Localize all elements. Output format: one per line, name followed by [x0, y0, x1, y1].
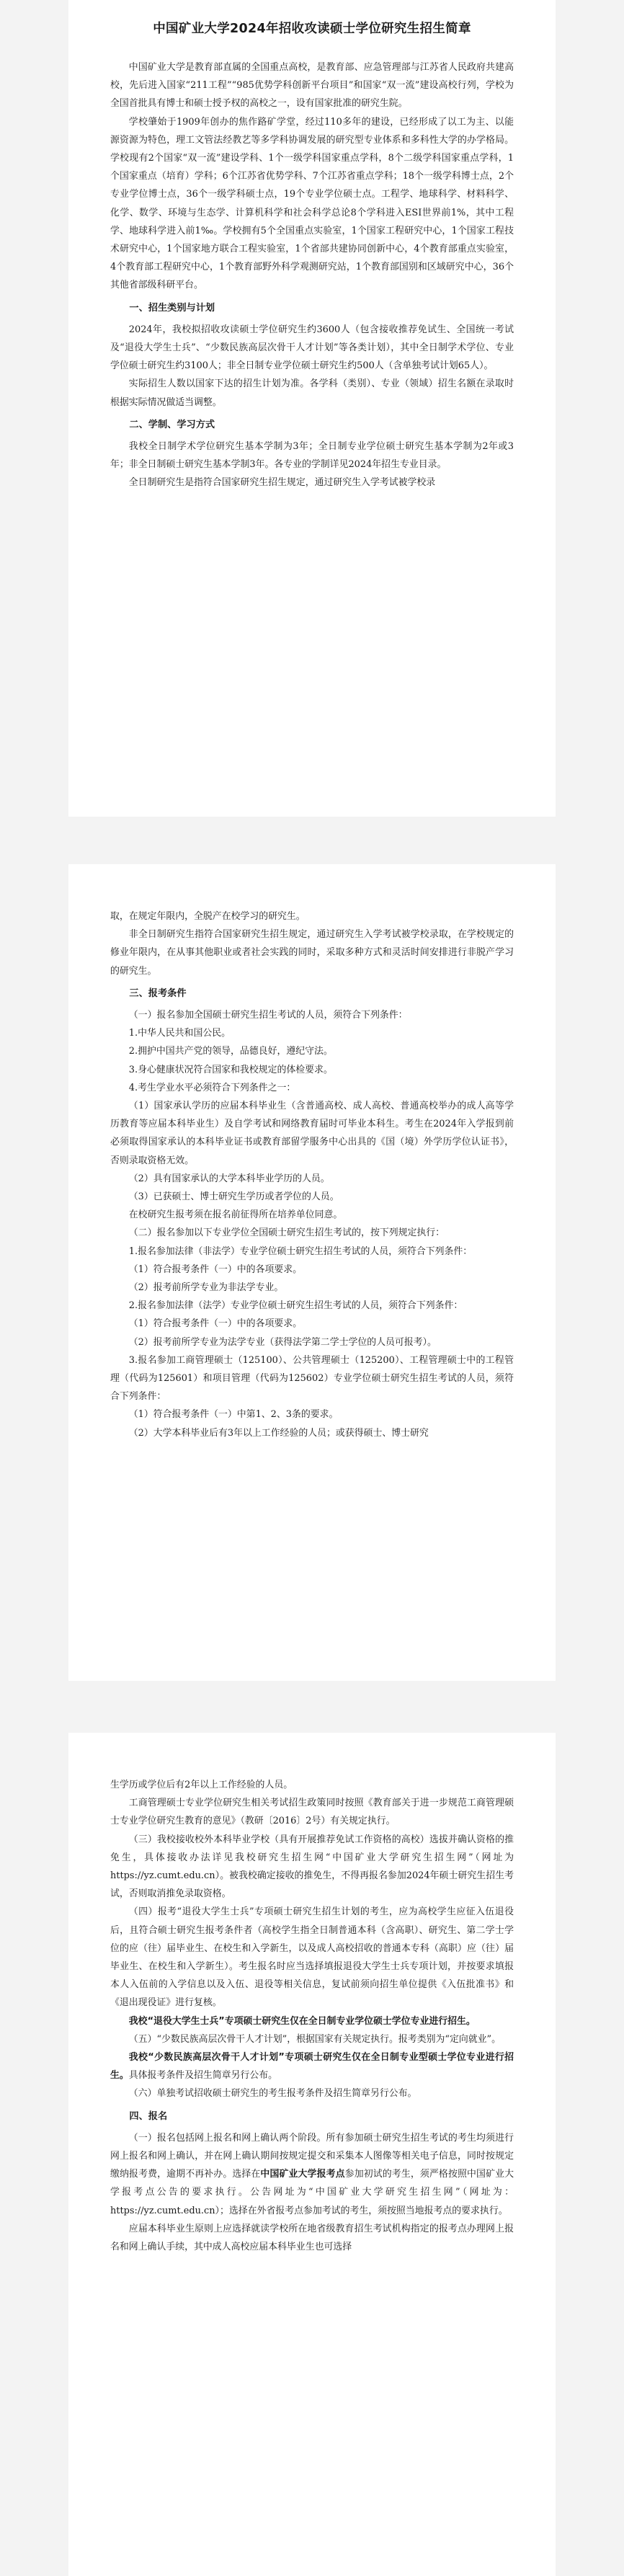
condition-2-2: 2.报名参加法律（法学）专业学位硕士研究生招生考试的人员，须符合下列条件： — [128, 1300, 463, 1312]
condition-5: （五）“少数民族高层次骨干人才计划”，根据国家有关规定执行。报考类别为“定向就业”。 — [128, 2033, 501, 2045]
condition-2-2-1: （1）符合报考条件（一）中的各项要求。 — [128, 1318, 303, 1330]
condition-2-1: 1.报名参加法律（非法学）专业学位硕士研究生招生考试的人员，须符合下列条件： — [128, 1245, 473, 1257]
section-3-heading: 三、报考条件 — [129, 987, 187, 999]
condition-1-4-2: （2）具有国家承认的大学本科毕业学历的人员。 — [128, 1173, 330, 1184]
condition-1-1: 1.中华人民共和国公民。 — [128, 1028, 231, 1039]
intro-paragraph-1: 中国矿业大学是教育部直属的全国重点高校，是教育部、应急管理部与江苏省人民政府共建高校，先后进入国家“211工程”“985优势学科创新平台项目”和国家“双一流”建设高校行列，学校为全国首批具有博士和硕士授予权的高校之一，设有国家批准的研究生院。 — [110, 62, 514, 110]
registration-text-pre: （一）报名包括网上报名和网上确认两个阶段。所有参加硕士研究生招生考试的考生均须进行网上报名和网上确认，并在网上确认期间按规定提交和采集本人图像等相关电子信息，同时按规定缴纳报考费，逾期不再补办。选择在 — [110, 2132, 514, 2180]
condition-2-3-1: （1）符合报考条件（一）中第1、2、3条的要求。 — [128, 1409, 339, 1421]
condition-2-1-1: （1）符合报考条件（一）中的各项要求。 — [128, 1263, 303, 1275]
condition-3: （三）我校接收校外本科毕业学校（具有开展推荐免试工作资格的高校）选拔并确认资格的推免生，具体接收办法详见我校研究生招生网“中国矿业大学研究生招生网”（网址为https://yz.cumt.edu.cn）。被我校确定接收的推免生，不得再报名参加2024年硕士研究生招生考试，否则取消推免录取资格。 — [110, 1834, 514, 1900]
condition-1-4-1: （1）国家承认学历的应届本科毕业生（含普通高校、成人高校、普通高校举办的成人高等学历教育等应届本科毕业生）及自学考试和网络教育届时可毕业本科生。考生在2024年入学报到前必须取得国家承认的本科毕业证书或教育部留学服务中心出具的《国（境）外学历学位认证书》，否则录取资格无效。 — [110, 1101, 514, 1166]
condition-5-emphasis: 我校“少数民族高层次骨干人才计划”专项硕士研究生仅在全日制专业型硕士学位专业进行招生。 — [110, 2052, 514, 2082]
condition-1: （一）报名参加全国硕士研究生招生考试的人员，须符合下列条件： — [128, 1010, 408, 1021]
condition-6: （六）单独考试招收硕士研究生的考生报考条件及招生简章另行公布。 — [128, 2088, 417, 2100]
intro-paragraph-2: 学校肇始于1909年创办的焦作路矿学堂，经过110多年的建设，已经形成了以工为主、以能源资源为特色，理工文管法经教艺等多学科协调发展的研究型专业体系和多科性大学的办学格局。学校现有2个国家“双一流”建设学科、1个一级学科国家重点学科，8个二级学科国家重点学科，1个国家重点（培育）学科；6个江苏省优势学科、7个江苏省重点学科；18个一级学科博士点，2个专业学位博士点，36个一级学科硕士点，19个专业学位硕士点。工程学、地球科学、材料科学、化学、数学、环境与生态学、计算机科学和社会科学总论8个学科进入ESI世界前1%，其中工程学、地球科学进入前1‰。学校拥有5个全国重点实验室，1个国家工程研究中心，1个国家工程技术研究中心，1个国家地方联合工程实验室，1个省部共建协同创新中心，4个教育部重点实验室，4个教育部工程研究中心，1个教育部野外科学观测研究站，1个教育部国别和区域研究中心，36个其他省部级科研平台。 — [110, 116, 514, 291]
section-1-paragraph-2: 实际招生人数以国家下达的招生计划为准。各学科（类别）、专业（领域）招生名额在录取时根据实际情况做适当调整。 — [110, 378, 514, 408]
condition-1-3: 3.身心健康状况符合国家和我校规定的体检要求。 — [128, 1064, 333, 1075]
document-title: 中国矿业大学2024年招收攻读硕士学位研究生招生简章 — [153, 22, 471, 36]
condition-2-1-2: （2）报考前所学专业为非法学专业。 — [128, 1282, 284, 1294]
section-2-paragraph-2: 全日制研究生是指符合国家研究生招生规定，通过研究生入学考试被学校录 — [128, 477, 436, 489]
section-4-heading: 四、报名 — [129, 2110, 168, 2122]
registration-paragraph-2: 应届本科毕业生原则上应选择就读学校所在地省级教育招生考试机构指定的报考点办理网上报名和网上确认手续，其中成人高校应届本科毕业生也可选择 — [110, 2223, 514, 2253]
mba-policy-paragraph: 工商管理硕士专业学位研究生相关考试招生政策同时按照《教育部关于进一步规范工商管理硕士专业学位研究生教育的意见》（教研〔2016〕2号）有关规定执行。 — [110, 1798, 514, 1827]
condition-2-2-2: （2）报考前所学专业为法学专业（获得法学第二学士学位的人员可报考）。 — [128, 1336, 437, 1348]
condition-2-3-2: （2）大学本科毕业后有3年以上工作经验的人员；或获得硕士、博士研究 — [128, 1427, 429, 1439]
section-1-heading: 一、招生类别与计划 — [129, 302, 215, 314]
condition-1-2: 2.拥护中国共产党的领导，品德良好，遵纪守法。 — [128, 1046, 333, 1057]
condition-1-4-4: 在校研究生报考须在报名前征得所在培养单位同意。 — [128, 1209, 343, 1221]
condition-4-emphasis: 我校“退役大学生士兵”专项硕士研究生仅在全日制专业学位硕士学位专业进行招生。 — [128, 2015, 476, 2027]
condition-1-4: 4.考生学业水平必须符合下列条件之一： — [128, 1082, 296, 1093]
page2-continuation: 取，在规定年限内，全脱产在校学习的研究生。 — [110, 911, 306, 922]
registration-exam-site: 中国矿业大学报考点 — [260, 2169, 345, 2180]
condition-4: （四）报考“退役大学生士兵”专项硕士研究生招生计划的考生，应为高校学生应征入伍退役后，且符合硕士研究生报考条件者（高校学生指全日制普通本科（含高职）、研究生、第二学士学位的应（往）届毕业生、在校生和入学新生，以及成人高校招收的普通本专科（高职）应（往）届毕业生、在校生和入学新生）。考生报名时应当选择填报退役大学生士兵专项计划，并按要求填报本人入伍前的入学信息以及入伍、退役等相关信息，复试前须向招生单位提供《入伍批准书》和《退出现役证》进行复核。 — [110, 1906, 514, 2009]
registration-text-post: 参加初试的考生，须严格按照中国矿业大学报考点公告的要求执行。公告网址为“中国矿业大学研究生招生网”（网址为：https://yz.cumt.edu.cn）；选择在外省报考点参加考试的考生，须按照当地报考点的要求执行。 — [110, 2169, 514, 2216]
part-time-definition: 非全日制研究生指符合国家研究生招生规定，通过研究生入学考试被学校录取，在学校规定的修业年限内，在从事其他职业或者社会实践的同时，采取多种方式和灵活时间安排进行非脱产学习的研究生。 — [110, 929, 514, 977]
condition-5-tail: 具体报考条件及招生简章另行公布。 — [128, 2070, 278, 2082]
condition-2: （二）报名参加以下专业学位全国硕士研究生招生考试的，按下列规定执行： — [128, 1227, 445, 1239]
document-page-2 — [68, 864, 556, 1681]
document-page-1 — [68, 0, 556, 817]
registration-paragraph-1 — [110, 2129, 514, 2220]
section-2-heading: 二、学制、学习方式 — [129, 419, 215, 430]
condition-5-emphasis-paragraph — [110, 2048, 514, 2084]
page3-continuation: 生学历或学位后有2年以上工作经验的人员。 — [110, 1780, 293, 1790]
section-1-paragraph-1: 2024年，我校拟招收攻读硕士学位研究生约3600人（包含接收推荐免试生、全国统一考试及“退役大学生士兵”、“少数民族高层次骨干人才计划”等各类计划），其中全日制学术学位、专业学位硕士研究生约3100人；非全日制专业学位硕士研究生约500人（含单独考试计划65人）。 — [110, 324, 514, 372]
condition-1-4-3: （3）已获硕士、博士研究生学历或者学位的人员。 — [128, 1191, 339, 1203]
document-page-3 — [68, 1733, 556, 2576]
section-2-paragraph-1: 我校全日制学术学位研究生基本学制为3年；全日制专业学位硕士研究生基本学制为2年或3年；非全日制硕士研究生基本学制3年。各专业的学制详见2024年招生专业目录。 — [110, 441, 514, 471]
condition-2-3: 3.报名参加工商管理硕士（125100）、公共管理硕士（125200）、工程管理硕士中的工程管理（代码为125601）和项目管理（代码为125602）专业学位硕士研究生招生考试的人员，须符合下列条件： — [110, 1354, 514, 1403]
